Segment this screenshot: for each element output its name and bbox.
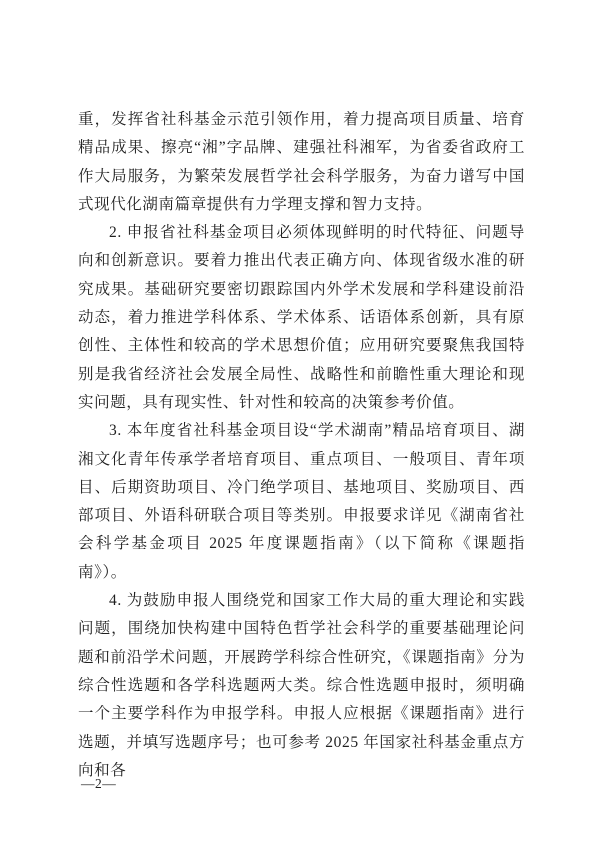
text-block [78,106,525,785]
page-number: —2— [81,776,117,791]
paragraph-continuation: 重，发挥省社科基金示范引领作用，着力提高项目质量、培育精品成果、擦亮“湘”字品牌、建强社科湘军，为省委省政府工作大局服务，为繁荣发展哲学社会科学服务，为奋力谱写中国式现代化湖南篇章提供有力学理支撑和智力支持。 [78,111,525,213]
paragraph-item-3: 3. 本年度省社科基金项目设“学术湖南”精品培育项目、湖湘文化青年传承学者培育项目、重点项目、一般项目、青年项目、后期资助项目、冷门绝学项目、基地项目、奖励项目、西部项目、外语科研联合项目等类别。申报要求详见《湖南省社会科学基金项目 2025 年度课题指南》（以下简称《课题指南》）。 [78,422,525,581]
paragraph-item-2: 2. 申报省社科基金项目必须体现鲜明的时代特征、问题导向和创新意识。要着力推出代表正确方向、体现省级水准的研究成果。基础研究要密切跟踪国内外学术发展和学科建设前沿动态，着力推进学科体系、学术体系、话语体系创新，具有原创性、主体性和较高的学术思想价值；应用研究要聚焦我国特别是我省经济社会发展全局性、战略性和前瞻性重大理论和现实问题，具有现实性、针对性和较高的决策参考价值。 [78,224,525,411]
paragraph-item-4: 4. 为鼓励申报人围绕党和国家工作大局的重大理论和实践问题，围绕加快构建中国特色哲学社会科学的重要基础理论问题和前沿学术问题，开展跨学科综合性研究，《课题指南》分为综合性选题和各学科选题两大类。综合性选题申报时，须明确一个主要学科作为申报学科。申报人应根据《课题指南》进行选题，并填写选题序号；也可参考 2025 年国家社科基金重点方向和各 [78,592,525,779]
